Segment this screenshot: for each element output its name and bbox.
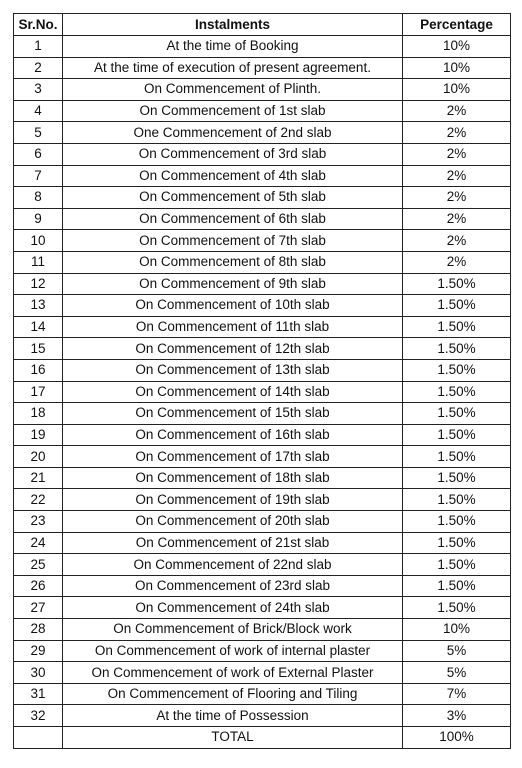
sr-no-cell: 17 <box>14 381 63 403</box>
table-header <box>14 14 511 36</box>
percentage-cell: 1.50% <box>403 316 511 338</box>
table-footer <box>14 727 511 749</box>
instalment-cell: On Commencement of 23rd slab <box>63 575 403 597</box>
percentage-cell: 3% <box>403 705 511 727</box>
table-row <box>14 316 511 338</box>
sr-no-cell: 3 <box>14 79 63 101</box>
sr-no-cell: 9 <box>14 208 63 230</box>
sr-no-cell: 12 <box>14 273 63 295</box>
instalment-cell: On Commencement of 14th slab <box>63 381 403 403</box>
table-row <box>14 446 511 468</box>
table-row <box>14 165 511 187</box>
instalment-cell: On Commencement of 12th slab <box>63 338 403 360</box>
table-row <box>14 403 511 425</box>
instalment-cell: On Commencement of 18th slab <box>63 467 403 489</box>
instalment-cell: On Commencement of 13th slab <box>63 359 403 381</box>
instalment-cell: On Commencement of 16th slab <box>63 424 403 446</box>
table-row <box>14 208 511 230</box>
instalment-cell: On Commencement of 8th slab <box>63 251 403 273</box>
instalment-cell: On Commencement of 15th slab <box>63 403 403 425</box>
sr-no-cell: 23 <box>14 511 63 533</box>
instalment-cell: On Commencement of 19th slab <box>63 489 403 511</box>
instalment-cell: On Commencement of 11th slab <box>63 316 403 338</box>
percentage-cell: 2% <box>403 122 511 144</box>
sr-no-cell: 16 <box>14 359 63 381</box>
table-row <box>14 359 511 381</box>
percentage-cell: 2% <box>403 208 511 230</box>
instalment-cell: On Commencement of 7th slab <box>63 230 403 252</box>
table-row <box>14 705 511 727</box>
instalment-cell: On Commencement of 17th slab <box>63 446 403 468</box>
instalment-cell: At the time of Possession <box>63 705 403 727</box>
sr-no-cell: 19 <box>14 424 63 446</box>
instalment-cell: On Commencement of work of External Plaster <box>63 662 403 684</box>
instalment-cell: At the time of Booking <box>63 36 403 58</box>
sr-no-cell: 10 <box>14 230 63 252</box>
table-row <box>14 100 511 122</box>
instalment-cell: On Commencement of 4th slab <box>63 165 403 187</box>
header-sr-no: Sr.No. <box>14 14 63 36</box>
percentage-cell: 10% <box>403 619 511 641</box>
table-row <box>14 57 511 79</box>
percentage-cell: 1.50% <box>403 295 511 317</box>
percentage-cell: 1.50% <box>403 446 511 468</box>
instalment-cell: On Commencement of Brick/Block work <box>63 619 403 641</box>
sr-no-cell: 6 <box>14 143 63 165</box>
percentage-cell: 1.50% <box>403 381 511 403</box>
sr-no-cell: 18 <box>14 403 63 425</box>
table-row <box>14 338 511 360</box>
sr-no-cell: 30 <box>14 662 63 684</box>
table-row <box>14 295 511 317</box>
table-row <box>14 489 511 511</box>
sr-no-cell: 1 <box>14 36 63 58</box>
instalment-cell: At the time of execution of present agreement. <box>63 57 403 79</box>
header-instalments: Instalments <box>63 14 403 36</box>
percentage-cell: 10% <box>403 57 511 79</box>
sr-no-cell: 22 <box>14 489 63 511</box>
instalment-cell: On Commencement of 21st slab <box>63 532 403 554</box>
sr-no-cell: 7 <box>14 165 63 187</box>
percentage-cell: 1.50% <box>403 597 511 619</box>
percentage-cell: 2% <box>403 187 511 209</box>
table-row <box>14 122 511 144</box>
percentage-cell: 2% <box>403 251 511 273</box>
table-body <box>14 36 511 727</box>
sr-no-cell: 32 <box>14 705 63 727</box>
sr-no-cell: 24 <box>14 532 63 554</box>
percentage-cell: 1.50% <box>403 554 511 576</box>
table-row <box>14 683 511 705</box>
table-row <box>14 619 511 641</box>
percentage-cell: 2% <box>403 165 511 187</box>
total-sr-cell <box>14 727 63 749</box>
instalment-cell: On Commencement of Flooring and Tiling <box>63 683 403 705</box>
table-row <box>14 597 511 619</box>
table-row <box>14 532 511 554</box>
table-row <box>14 36 511 58</box>
percentage-cell: 2% <box>403 143 511 165</box>
percentage-cell: 1.50% <box>403 273 511 295</box>
sr-no-cell: 25 <box>14 554 63 576</box>
instalment-cell: On Commencement of 3rd slab <box>63 143 403 165</box>
sr-no-cell: 15 <box>14 338 63 360</box>
percentage-cell: 1.50% <box>403 403 511 425</box>
table-row <box>14 640 511 662</box>
table-row <box>14 511 511 533</box>
sr-no-cell: 29 <box>14 640 63 662</box>
percentage-cell: 2% <box>403 100 511 122</box>
payment-schedule-table <box>13 13 511 749</box>
instalment-cell: On Commencement of 5th slab <box>63 187 403 209</box>
sr-no-cell: 14 <box>14 316 63 338</box>
sr-no-cell: 26 <box>14 575 63 597</box>
sr-no-cell: 13 <box>14 295 63 317</box>
total-row <box>14 727 511 749</box>
percentage-cell: 1.50% <box>403 489 511 511</box>
instalment-cell: On Commencement of 22nd slab <box>63 554 403 576</box>
table-row <box>14 554 511 576</box>
header-percentage: Percentage <box>403 14 511 36</box>
percentage-cell: 1.50% <box>403 359 511 381</box>
table-row <box>14 187 511 209</box>
table-row <box>14 662 511 684</box>
table-row <box>14 424 511 446</box>
percentage-cell: 5% <box>403 662 511 684</box>
instalment-cell: On Commencement of 20th slab <box>63 511 403 533</box>
percentage-cell: 1.50% <box>403 511 511 533</box>
table-row <box>14 467 511 489</box>
percentage-cell: 1.50% <box>403 338 511 360</box>
table-row <box>14 230 511 252</box>
sr-no-cell: 2 <box>14 57 63 79</box>
sr-no-cell: 21 <box>14 467 63 489</box>
instalment-cell: On Commencement of 24th slab <box>63 597 403 619</box>
sr-no-cell: 28 <box>14 619 63 641</box>
percentage-cell: 10% <box>403 36 511 58</box>
instalment-cell: On Commencement of Plinth. <box>63 79 403 101</box>
sr-no-cell: 4 <box>14 100 63 122</box>
sr-no-cell: 27 <box>14 597 63 619</box>
sr-no-cell: 20 <box>14 446 63 468</box>
table-row <box>14 273 511 295</box>
instalment-cell: On Commencement of 9th slab <box>63 273 403 295</box>
percentage-cell: 2% <box>403 230 511 252</box>
table-row <box>14 575 511 597</box>
sr-no-cell: 31 <box>14 683 63 705</box>
percentage-cell: 7% <box>403 683 511 705</box>
table-row <box>14 143 511 165</box>
instalment-cell: On Commencement of work of internal plaster <box>63 640 403 662</box>
percentage-cell: 1.50% <box>403 424 511 446</box>
table-row <box>14 381 511 403</box>
instalment-cell: One Commencement of 2nd slab <box>63 122 403 144</box>
instalment-cell: On Commencement of 1st slab <box>63 100 403 122</box>
sr-no-cell: 5 <box>14 122 63 144</box>
sr-no-cell: 8 <box>14 187 63 209</box>
total-percentage-cell: 100% <box>403 727 511 749</box>
header-row <box>14 14 511 36</box>
table-row <box>14 79 511 101</box>
instalment-cell: On Commencement of 10th slab <box>63 295 403 317</box>
sr-no-cell: 11 <box>14 251 63 273</box>
percentage-cell: 1.50% <box>403 575 511 597</box>
total-label-cell: TOTAL <box>63 727 403 749</box>
instalment-cell: On Commencement of 6th slab <box>63 208 403 230</box>
percentage-cell: 10% <box>403 79 511 101</box>
percentage-cell: 1.50% <box>403 532 511 554</box>
percentage-cell: 1.50% <box>403 467 511 489</box>
percentage-cell: 5% <box>403 640 511 662</box>
table-row <box>14 251 511 273</box>
